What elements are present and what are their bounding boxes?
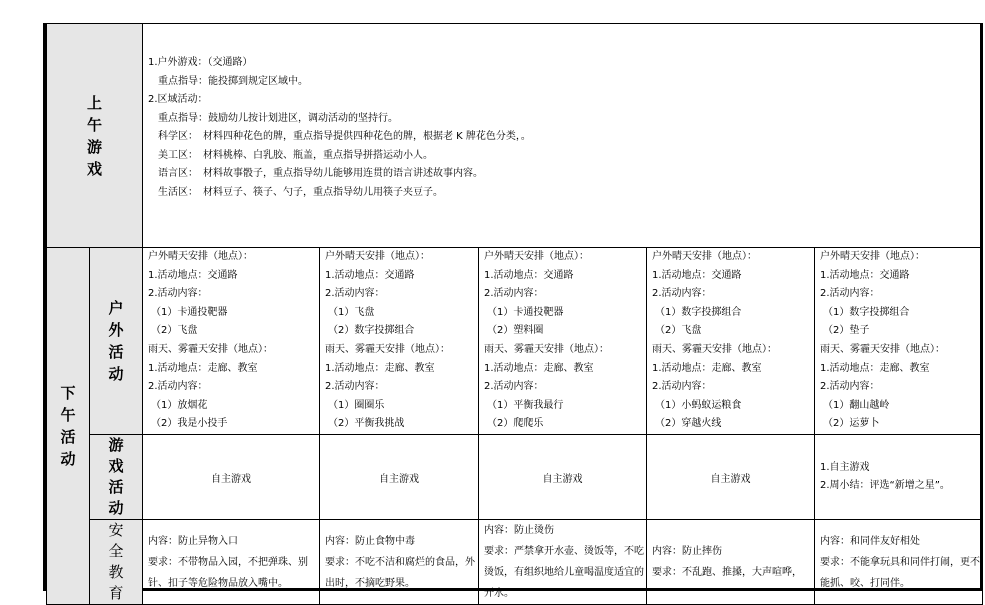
sunny-item: （2）飞盘 bbox=[655, 325, 702, 337]
rainy-title: 雨天、雾霾天安排（地点）： bbox=[652, 343, 777, 355]
outdoor-label-cell bbox=[90, 248, 143, 435]
rainy-item: （1）放烟花 bbox=[151, 399, 208, 411]
morning-content bbox=[148, 24, 982, 202]
safety-row bbox=[47, 520, 983, 605]
morning-line: 1.户外游戏：（交通路） bbox=[148, 57, 253, 68]
game-label: 游戏活动 bbox=[108, 436, 124, 517]
sunny-item: （1）数字投掷组合 bbox=[655, 306, 742, 318]
morning-line: 重点指导：能投掷到规定区域中。 bbox=[158, 75, 308, 87]
sunny-item: （2）飞盘 bbox=[151, 325, 198, 337]
game-day-4 bbox=[647, 435, 815, 520]
game-label-cell bbox=[90, 435, 143, 520]
rainy-content-title: 2.活动内容： bbox=[325, 381, 385, 393]
rainy-place: 1.活动地点：走廊、教室 bbox=[484, 362, 594, 374]
rainy-content-title: 2.活动内容： bbox=[820, 381, 880, 393]
safety-day-3 bbox=[479, 520, 647, 605]
sunny-item: （2）垫子 bbox=[823, 325, 870, 337]
game-day-3 bbox=[479, 435, 647, 520]
safety-day-5 bbox=[815, 520, 983, 605]
game-row bbox=[47, 435, 983, 520]
outdoor-day-2 bbox=[320, 248, 479, 435]
sunny-title: 户外晴天安排（地点）： bbox=[148, 251, 253, 262]
sunny-content-title: 2.活动内容： bbox=[484, 288, 544, 300]
morning-line: 美工区： 材料桃棒、白乳胶、瓶盖，重点指导拼搭运动小人。 bbox=[158, 149, 433, 161]
sunny-content-title: 2.活动内容： bbox=[325, 288, 385, 300]
morning-line: 生活区： 材料豆子、筷子、勺子，重点指导幼儿用筷子夹豆子。 bbox=[158, 186, 443, 198]
safety-content: 内容：防止食物中毒 bbox=[325, 535, 415, 547]
rainy-item: （2）平衡我挑战 bbox=[328, 418, 405, 430]
rainy-content-title: 2.活动内容： bbox=[652, 381, 712, 393]
outdoor-row bbox=[47, 248, 983, 435]
sunny-item: （2）数字投掷组合 bbox=[328, 325, 415, 337]
afternoon-label: 下午活动 bbox=[60, 384, 76, 468]
outdoor-label: 户外活动 bbox=[108, 299, 124, 383]
safety-requirement: 要求：不能拿玩具和同伴打闹，更不能抓、咬、打同伴。 bbox=[820, 556, 980, 589]
outdoor-day-4 bbox=[647, 248, 815, 435]
morning-line: 科学区： 材料四种花色的牌，重点指导提供四种花色的牌，根据老 K 牌花色分类，。 bbox=[158, 131, 531, 142]
game-text: 自主游戏 bbox=[542, 473, 583, 485]
safety-requirement: 要求：严禁拿开水壶、烫饭等，不吃烫饭，有组织地给儿童喝温度适宜的开水。 bbox=[484, 546, 644, 599]
safety-content: 内容：防止烫伤 bbox=[484, 525, 554, 536]
rainy-item: （2）运萝卜 bbox=[823, 418, 880, 430]
sunny-item: （1）数字投掷组合 bbox=[823, 306, 910, 318]
morning-label: 上午游戏 bbox=[87, 93, 103, 178]
sunny-item: （1）卡通投靶器 bbox=[151, 306, 228, 318]
outdoor-day-1 bbox=[143, 248, 320, 435]
outdoor-day-5 bbox=[815, 248, 983, 435]
sunny-item: （1）飞盘 bbox=[328, 306, 375, 318]
game-text: 自主游戏 bbox=[710, 473, 751, 485]
sunny-item: （2）塑料圈 bbox=[487, 325, 544, 337]
sunny-place: 1.活动地点：交通路 bbox=[820, 269, 910, 281]
safety-content: 内容：和同伴友好相处 bbox=[820, 535, 920, 547]
safety-label: 安全教育 bbox=[108, 521, 124, 602]
safety-label-cell bbox=[90, 520, 143, 605]
sunny-place: 1.活动地点：交通路 bbox=[484, 269, 574, 281]
game-text: 自主游戏 bbox=[379, 473, 419, 485]
safety-day-2 bbox=[320, 520, 479, 605]
rainy-item: （2）爬爬乐 bbox=[487, 418, 544, 430]
afternoon-label-cell bbox=[47, 248, 90, 605]
rainy-place: 1.活动地点：走廊、教室 bbox=[148, 362, 258, 374]
game-day-5 bbox=[815, 435, 983, 520]
sunny-place: 1.活动地点：交通路 bbox=[652, 269, 742, 281]
rainy-content-title: 2.活动内容： bbox=[484, 381, 544, 393]
morning-line: 重点指导：鼓励幼儿按计划进区，调动活动的坚持行。 bbox=[158, 112, 398, 124]
rainy-title: 雨天、雾霾天安排（地点）： bbox=[484, 343, 609, 355]
sunny-item: （1）卡通投靶器 bbox=[487, 306, 564, 318]
game-text: 1.自主游戏 bbox=[820, 462, 870, 473]
rainy-title: 雨天、雾霾天安排（地点）： bbox=[148, 343, 273, 355]
sunny-content-title: 2.活动内容： bbox=[148, 288, 208, 300]
safety-day-1 bbox=[143, 520, 320, 605]
safety-requirement: 要求：不吃不洁和腐烂的食品，外出时，不摘吃野果。 bbox=[325, 556, 475, 589]
sunny-content-title: 2.活动内容： bbox=[820, 288, 880, 300]
safety-requirement: 要求：不带物品入园，不把弹珠、别针、扣子等危险物品放入嘴中。 bbox=[148, 556, 308, 589]
sunny-title: 户外晴天安排（地点）： bbox=[484, 251, 589, 262]
sunny-place: 1.活动地点：交通路 bbox=[148, 269, 238, 281]
rainy-title: 雨天、雾霾天安排（地点）： bbox=[820, 343, 945, 355]
morning-row bbox=[47, 24, 983, 248]
safety-content: 内容：防止异物入口 bbox=[148, 535, 238, 547]
game-day-2 bbox=[320, 435, 479, 520]
game-text: 自主游戏 bbox=[211, 473, 251, 485]
rainy-content-title: 2.活动内容： bbox=[148, 381, 208, 393]
rainy-place: 1.活动地点：走廊、教室 bbox=[325, 362, 435, 374]
safety-content: 内容：防止摔伤 bbox=[652, 546, 722, 557]
morning-label-cell bbox=[47, 24, 143, 248]
rainy-item: （2）穿越火线 bbox=[655, 418, 722, 430]
rainy-item: （1）平衡我最行 bbox=[487, 399, 564, 411]
sunny-title: 户外晴天安排（地点）： bbox=[820, 251, 925, 262]
rainy-item: （2）我是小投手 bbox=[151, 418, 228, 430]
sunny-content-title: 2.活动内容： bbox=[652, 288, 712, 300]
sunny-title: 户外晴天安排（地点）： bbox=[325, 251, 430, 262]
rainy-item: （1）圈圈乐 bbox=[328, 399, 385, 411]
safety-day-4 bbox=[647, 520, 815, 605]
rainy-place: 1.活动地点：走廊、教室 bbox=[652, 362, 762, 374]
rainy-title: 雨天、雾霾天安排（地点）： bbox=[325, 343, 450, 355]
sunny-place: 1.活动地点：交通路 bbox=[325, 269, 415, 281]
safety-requirement: 要求：不乱跑、推搡，大声喧哗， bbox=[652, 567, 802, 578]
morning-content-cell bbox=[143, 24, 983, 248]
game-day-1 bbox=[143, 435, 320, 520]
rainy-place: 1.活动地点：走廊、教室 bbox=[820, 362, 930, 374]
morning-line: 语言区： 材料故事骰子，重点指导幼儿能够用连贯的语言讲述故事内容。 bbox=[158, 168, 483, 179]
morning-line: 2.区域活动： bbox=[148, 94, 208, 105]
game-text: 2.周小结：评选“新增之星”。 bbox=[820, 480, 950, 491]
outdoor-day-3 bbox=[479, 248, 647, 435]
rainy-item: （1）小蚂蚁运粮食 bbox=[655, 399, 742, 411]
weekly-plan-table bbox=[46, 23, 983, 605]
sunny-title: 户外晴天安排（地点）： bbox=[652, 251, 757, 262]
rainy-item: （1）翻山越岭 bbox=[823, 399, 890, 411]
